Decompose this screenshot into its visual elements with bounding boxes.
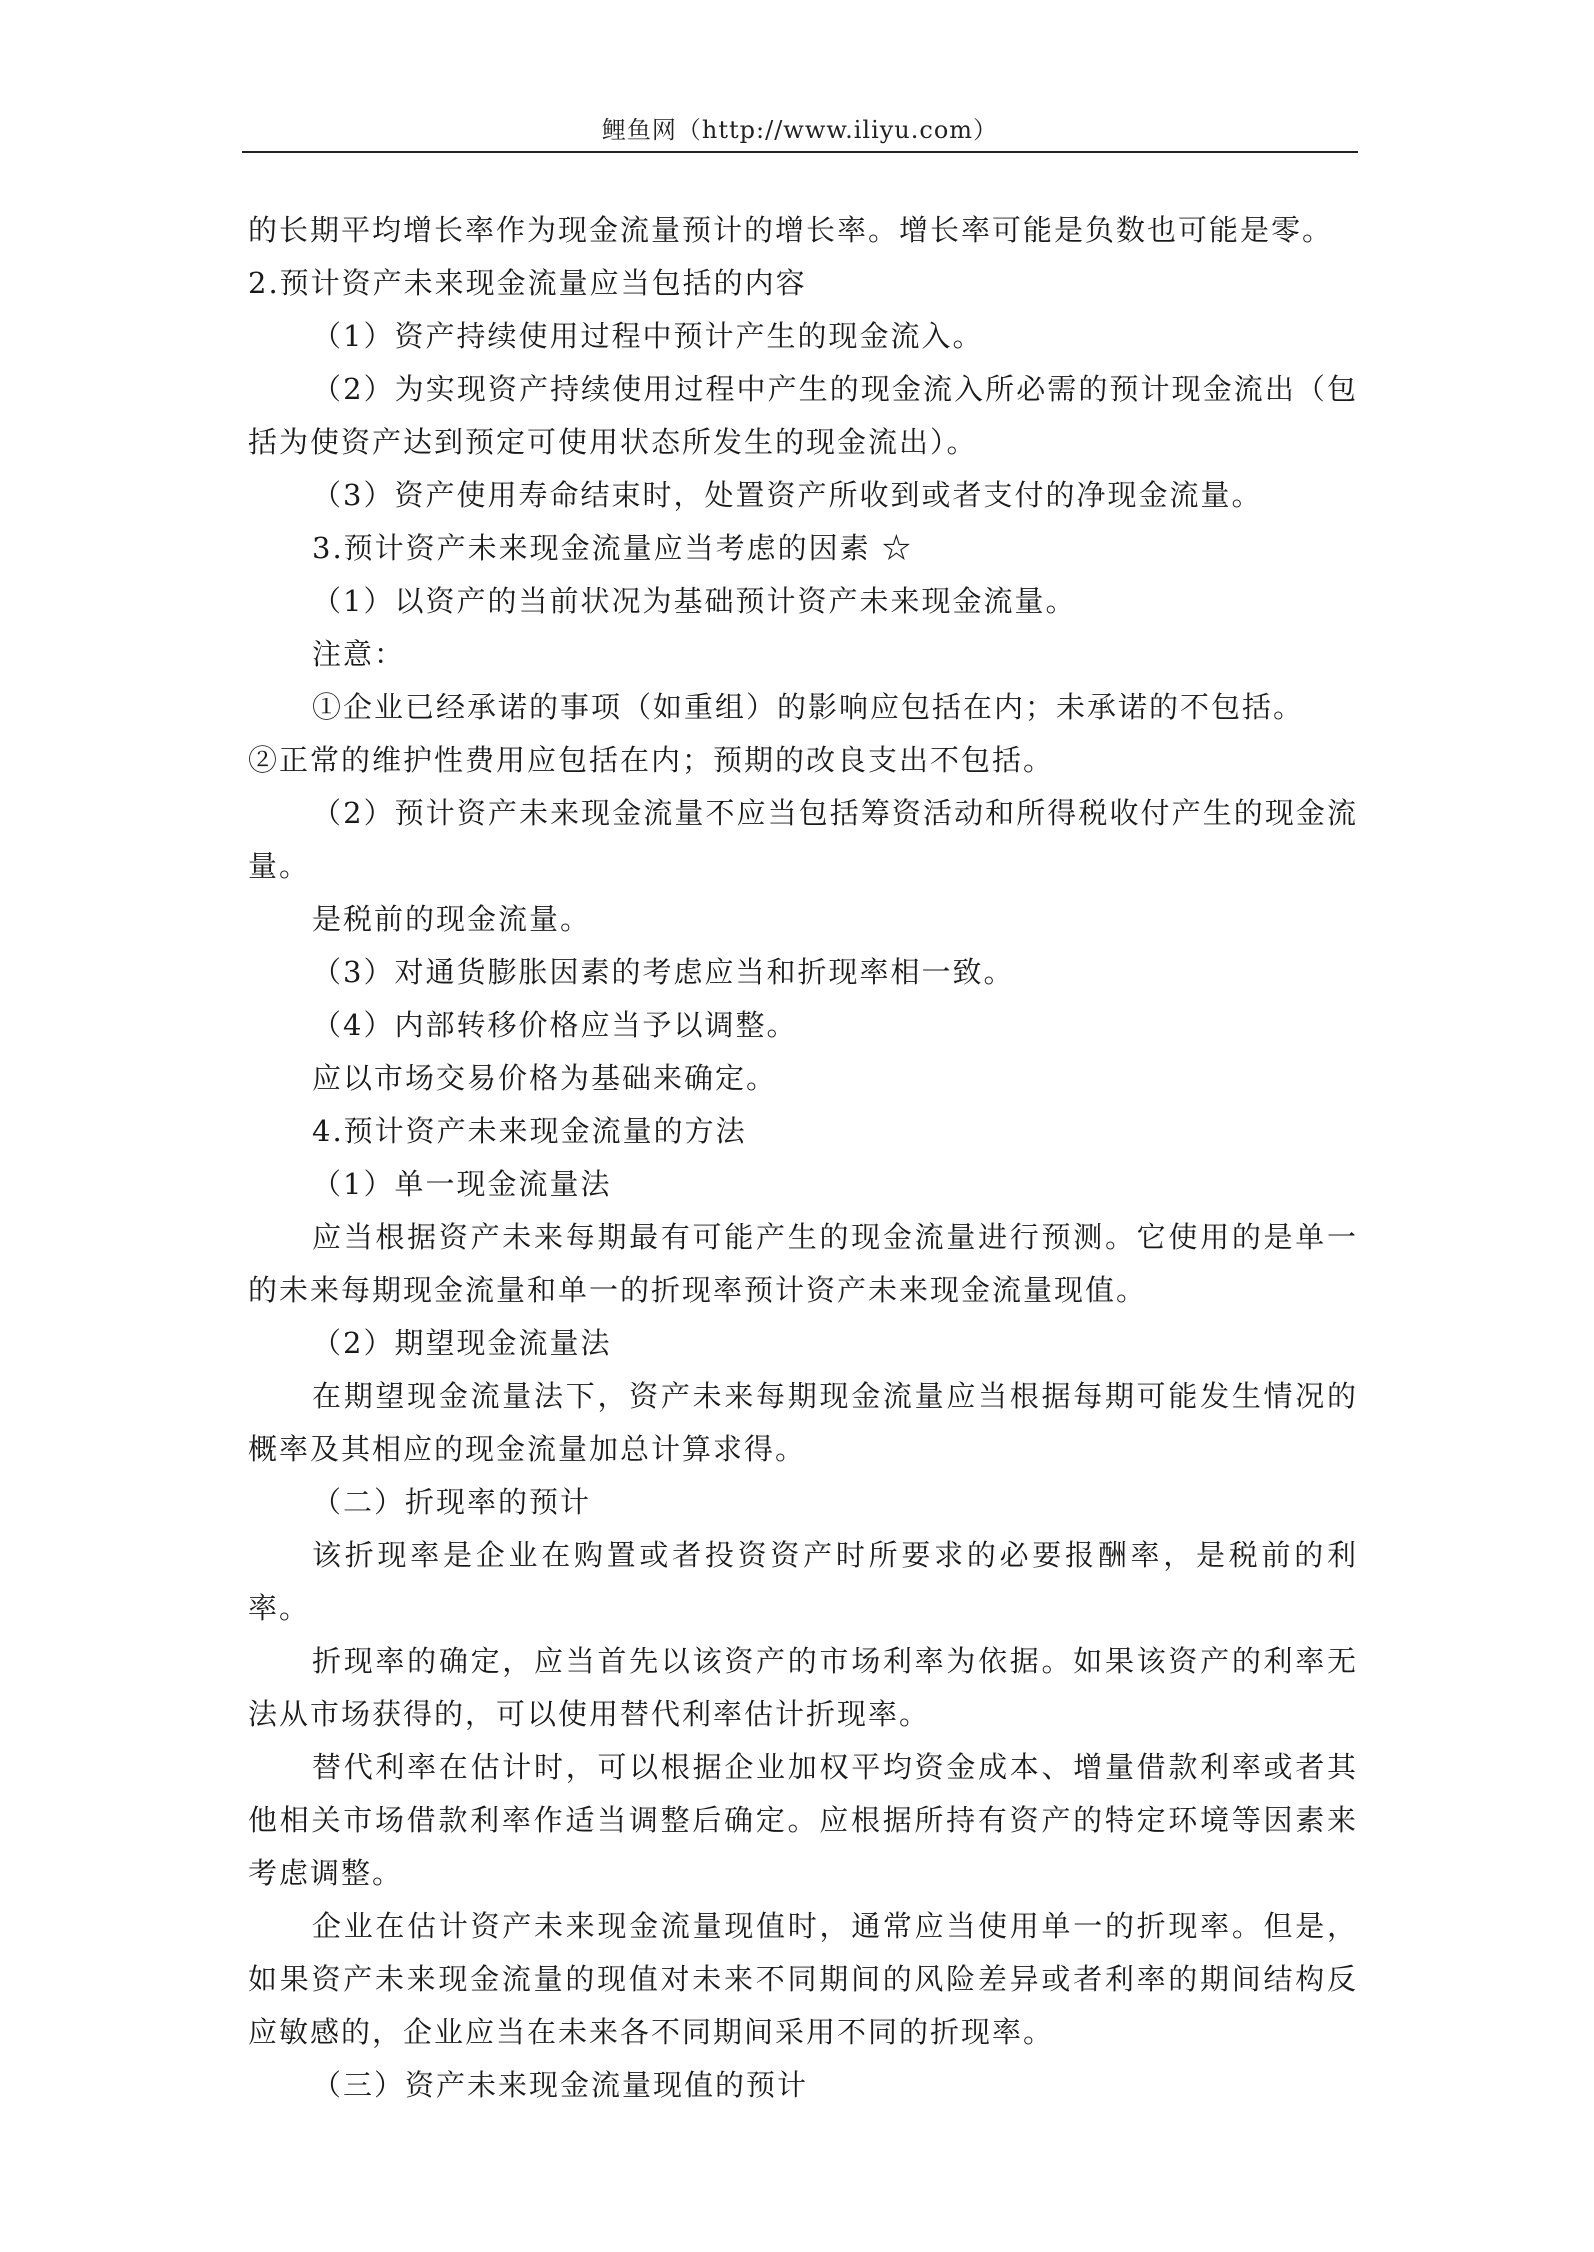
paragraph: （1）单一现金流量法 — [312, 1167, 612, 1201]
paragraph: （3）对通货膨胀因素的考虑应当和折现率相一致。 — [312, 955, 1015, 989]
paragraph: 替代利率在估计时，可以根据企业加权平均资金成本、增量借款利率或者其他相关市场借款利率作适当调整后确定。应根据所持有资产的特定环境等因素来考虑调整。 — [248, 1750, 1358, 1890]
paragraph: 的长期平均增长率作为现金流量预计的增长率。增长率可能是负数也可能是零。 — [248, 213, 1334, 247]
paragraph: 注意： — [312, 637, 406, 671]
document-body — [248, 204, 1358, 2112]
paragraph: （2）预计资产未来现金流量不应当包括筹资活动和所得税收付产生的现金流量。 — [248, 796, 1358, 883]
page-header-site: 鲤鱼网（http://www.iliyu.com） — [601, 116, 999, 144]
paragraph: 企业在估计资产未来现金流量现值时，通常应当使用单一的折现率。但是，如果资产未来现金流量的现值对未来不同期间的风险差异或者利率的期间结构反应敏感的，企业应当在未来各不同期间采用不同的折现率。 — [248, 1909, 1358, 2049]
paragraph: （4）内部转移价格应当予以调整。 — [312, 1008, 798, 1042]
paragraph: （2）期望现金流量法 — [312, 1326, 612, 1360]
paragraph: 应当根据资产未来每期最有可能产生的现金流量进行预测。它使用的是单一的未来每期现金流量和单一的折现率预计资产未来现金流量现值。 — [248, 1220, 1358, 1307]
paragraph: 4.预计资产未来现金流量的方法 — [312, 1114, 747, 1148]
paragraph: 3.预计资产未来现金流量应当考虑的因素 ☆ — [312, 531, 913, 565]
paragraph: 在期望现金流量法下，资产未来每期现金流量应当根据每期可能发生情况的概率及其相应的现金流量加总计算求得。 — [248, 1379, 1358, 1466]
paragraph: （1）以资产的当前状况为基础预计资产未来现金流量。 — [312, 584, 1077, 618]
paragraph: 折现率的确定，应当首先以该资产的市场利率为依据。如果该资产的利率无法从市场获得的，可以使用替代利率估计折现率。 — [248, 1644, 1358, 1731]
paragraph: 2.预计资产未来现金流量应当包括的内容 — [248, 266, 807, 300]
paragraph: 该折现率是企业在购置或者投资资产时所要求的必要报酬率，是税前的利率。 — [248, 1538, 1358, 1625]
paragraph: （3）资产使用寿命结束时，处置资产所收到或者支付的净现金流量。 — [312, 478, 1263, 512]
paragraph: （三）资产未来现金流量现值的预计 — [312, 2068, 809, 2102]
paragraph: ②正常的维护性费用应包括在内；预期的改良支出不包括。 — [248, 743, 1055, 777]
paragraph: 应以市场交易价格为基础来确定。 — [312, 1061, 778, 1095]
paragraph: 是税前的现金流量。 — [312, 902, 592, 936]
paragraph: （二）折现率的预计 — [312, 1485, 592, 1519]
header-divider — [242, 151, 1358, 153]
paragraph: （2）为实现资产持续使用过程中产生的现金流入所必需的预计现金流出（包括为使资产达到预定可使用状态所发生的现金流出）。 — [248, 372, 1358, 459]
paragraph: ①企业已经承诺的事项（如重组）的影响应包括在内；未承诺的不包括。 — [312, 690, 1305, 724]
paragraph: （1）资产持续使用过程中预计产生的现金流入。 — [312, 319, 984, 353]
